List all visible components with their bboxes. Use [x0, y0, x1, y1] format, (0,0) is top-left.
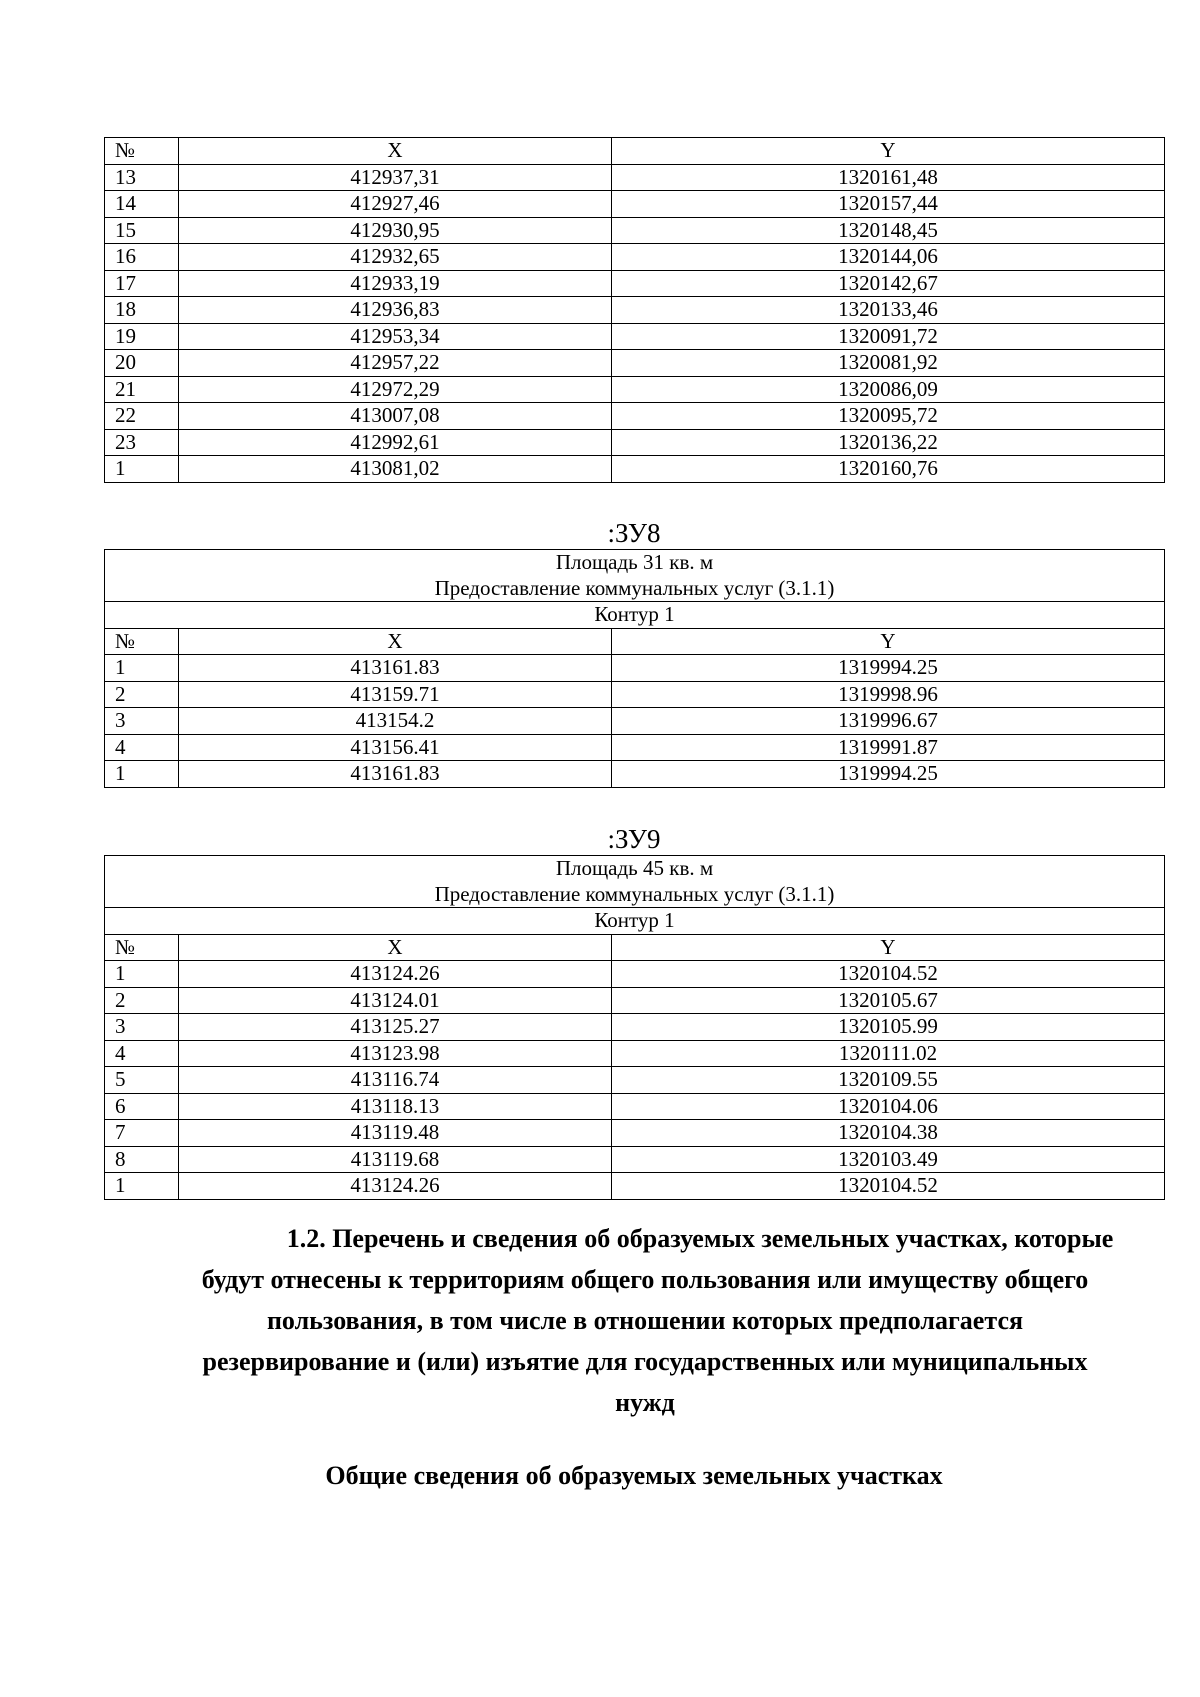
- cell-y: 1319991.87: [612, 734, 1165, 761]
- header-no: №: [105, 138, 179, 165]
- table-row: [105, 1093, 1165, 1120]
- cell-x: 412927,46: [179, 191, 612, 218]
- contour-row: [105, 908, 1165, 935]
- table-row: [105, 708, 1165, 735]
- table-row: [105, 961, 1165, 988]
- header-x: X: [179, 138, 612, 165]
- table-row: [105, 403, 1165, 430]
- cell-y: 1320160,76: [612, 456, 1165, 483]
- cell-x: 413154.2: [179, 708, 612, 735]
- table-header-row: [105, 934, 1165, 961]
- cell-y: 1320105.67: [612, 987, 1165, 1014]
- cell-y: 1320157,44: [612, 191, 1165, 218]
- plot-table-zu8: [104, 549, 1165, 788]
- cell-no: 2: [105, 681, 179, 708]
- cell-x: 413124.26: [179, 961, 612, 988]
- cell-no: 22: [105, 403, 179, 430]
- cell-no: 8: [105, 1146, 179, 1173]
- cell-x: 413081,02: [179, 456, 612, 483]
- cell-x: 412932,65: [179, 244, 612, 271]
- plot-area: Площадь 45 кв. м: [105, 856, 1165, 882]
- table-row: [105, 1014, 1165, 1041]
- cell-y: 1320142,67: [612, 270, 1165, 297]
- plot-use-row: [105, 882, 1165, 908]
- subheading: Общие сведения об образуемых земельных участках: [325, 1461, 943, 1490]
- cell-no: 5: [105, 1067, 179, 1094]
- plot-permitted-use: Предоставление коммунальных услуг (3.1.1): [105, 882, 1165, 908]
- cell-x: 412992,61: [179, 429, 612, 456]
- cell-no: 7: [105, 1120, 179, 1147]
- plot-title-zu9: :ЗУ9: [607, 824, 661, 854]
- cell-y: 1320105.99: [612, 1014, 1165, 1041]
- cell-y: 1320095,72: [612, 403, 1165, 430]
- cell-no: 6: [105, 1093, 179, 1120]
- cell-no: 1: [105, 1173, 179, 1200]
- cell-x: 412957,22: [179, 350, 612, 377]
- cell-no: 16: [105, 244, 179, 271]
- header-y: Y: [612, 628, 1165, 655]
- cell-no: 17: [105, 270, 179, 297]
- contour-row: [105, 602, 1165, 629]
- cell-x: 412937,31: [179, 164, 612, 191]
- header-no: №: [105, 934, 179, 961]
- plot-area: Площадь 31 кв. м: [105, 550, 1165, 576]
- section-heading-line: резервирование и (или) изъятие для государственных или муниципальных: [202, 1347, 1088, 1376]
- table-header-row: [105, 138, 1165, 165]
- table-row: [105, 297, 1165, 324]
- header-y: Y: [612, 138, 1165, 165]
- cell-no: 2: [105, 987, 179, 1014]
- cell-y: 1319998.96: [612, 681, 1165, 708]
- table-row: [105, 270, 1165, 297]
- table-row: [105, 734, 1165, 761]
- cell-y: 1320136,22: [612, 429, 1165, 456]
- cell-no: 14: [105, 191, 179, 218]
- plot-title-zu8: :ЗУ8: [607, 518, 661, 548]
- plot-permitted-use: Предоставление коммунальных услуг (3.1.1): [105, 576, 1165, 602]
- cell-x: 413156.41: [179, 734, 612, 761]
- header-y: Y: [612, 934, 1165, 961]
- cell-no: 18: [105, 297, 179, 324]
- table-row: [105, 350, 1165, 377]
- table-row: [105, 1146, 1165, 1173]
- section-heading-line: 1.2. Перечень и сведения об образуемых земельных участках, которые: [286, 1224, 1114, 1253]
- cell-x: 413123.98: [179, 1040, 612, 1067]
- section-heading-line: пользования, в том числе в отношении которых предполагается: [266, 1306, 1024, 1335]
- table-row: [105, 376, 1165, 403]
- table-row: [105, 1040, 1165, 1067]
- cell-no: 3: [105, 1014, 179, 1041]
- cell-y: 1320104.38: [612, 1120, 1165, 1147]
- cell-x: 413007,08: [179, 403, 612, 430]
- cell-x: 413161.83: [179, 655, 612, 682]
- table-row: [105, 429, 1165, 456]
- cell-y: 1319994.25: [612, 655, 1165, 682]
- cell-y: 1320161,48: [612, 164, 1165, 191]
- plot-table-zu9: [104, 855, 1165, 1200]
- header-x: X: [179, 628, 612, 655]
- cell-y: 1320148,45: [612, 217, 1165, 244]
- cell-no: 1: [105, 655, 179, 682]
- cell-x: 412933,19: [179, 270, 612, 297]
- contour-label: Контур 1: [105, 908, 1165, 935]
- cell-y: 1320133,46: [612, 297, 1165, 324]
- cell-x: 413159.71: [179, 681, 612, 708]
- table-row: [105, 1067, 1165, 1094]
- cell-no: 19: [105, 323, 179, 350]
- table-row: [105, 456, 1165, 483]
- cell-no: 23: [105, 429, 179, 456]
- cell-x: 413124.01: [179, 987, 612, 1014]
- cell-no: 4: [105, 734, 179, 761]
- cell-x: 412953,34: [179, 323, 612, 350]
- cell-y: 1320111.02: [612, 1040, 1165, 1067]
- cell-no: 21: [105, 376, 179, 403]
- cell-no: 20: [105, 350, 179, 377]
- cell-x: 412936,83: [179, 297, 612, 324]
- cell-y: 1320091,72: [612, 323, 1165, 350]
- cell-y: 1319994.25: [612, 761, 1165, 788]
- table-row: [105, 987, 1165, 1014]
- cell-x: 413119.48: [179, 1120, 612, 1147]
- table-row: [105, 244, 1165, 271]
- cell-no: 1: [105, 961, 179, 988]
- cell-y: 1320104.52: [612, 961, 1165, 988]
- cell-x: 413125.27: [179, 1014, 612, 1041]
- section-heading-line: будут отнесены к территориям общего пользования или имуществу общего: [201, 1265, 1089, 1294]
- cell-x: 413124.26: [179, 1173, 612, 1200]
- header-x: X: [179, 934, 612, 961]
- cell-no: 1: [105, 456, 179, 483]
- table-row: [105, 681, 1165, 708]
- cell-y: 1320103.49: [612, 1146, 1165, 1173]
- cell-x: 412930,95: [179, 217, 612, 244]
- table-row: [105, 761, 1165, 788]
- coordinates-table-continued: [104, 137, 1165, 483]
- header-no: №: [105, 628, 179, 655]
- cell-x: 413116.74: [179, 1067, 612, 1094]
- cell-y: 1320086,09: [612, 376, 1165, 403]
- section-heading: [140, 1218, 1150, 1423]
- cell-y: 1320144,06: [612, 244, 1165, 271]
- contour-label: Контур 1: [105, 602, 1165, 629]
- cell-y: 1320104.52: [612, 1173, 1165, 1200]
- table-row: [105, 323, 1165, 350]
- cell-x: 413118.13: [179, 1093, 612, 1120]
- table-header-row: [105, 628, 1165, 655]
- section-heading-line: нужд: [615, 1388, 675, 1417]
- table-row: [105, 1173, 1165, 1200]
- cell-no: 1: [105, 761, 179, 788]
- cell-no: 3: [105, 708, 179, 735]
- table-row: [105, 191, 1165, 218]
- cell-y: 1320104.06: [612, 1093, 1165, 1120]
- cell-no: 13: [105, 164, 179, 191]
- table-row: [105, 164, 1165, 191]
- cell-x: 413119.68: [179, 1146, 612, 1173]
- table-row: [105, 217, 1165, 244]
- cell-y: 1319996.67: [612, 708, 1165, 735]
- table-row: [105, 1120, 1165, 1147]
- cell-x: 412972,29: [179, 376, 612, 403]
- cell-y: 1320081,92: [612, 350, 1165, 377]
- plot-area-row: [105, 856, 1165, 882]
- cell-x: 413161.83: [179, 761, 612, 788]
- plot-use-row: [105, 576, 1165, 602]
- cell-no: 15: [105, 217, 179, 244]
- plot-area-row: [105, 550, 1165, 576]
- table-row: [105, 655, 1165, 682]
- cell-no: 4: [105, 1040, 179, 1067]
- cell-y: 1320109.55: [612, 1067, 1165, 1094]
